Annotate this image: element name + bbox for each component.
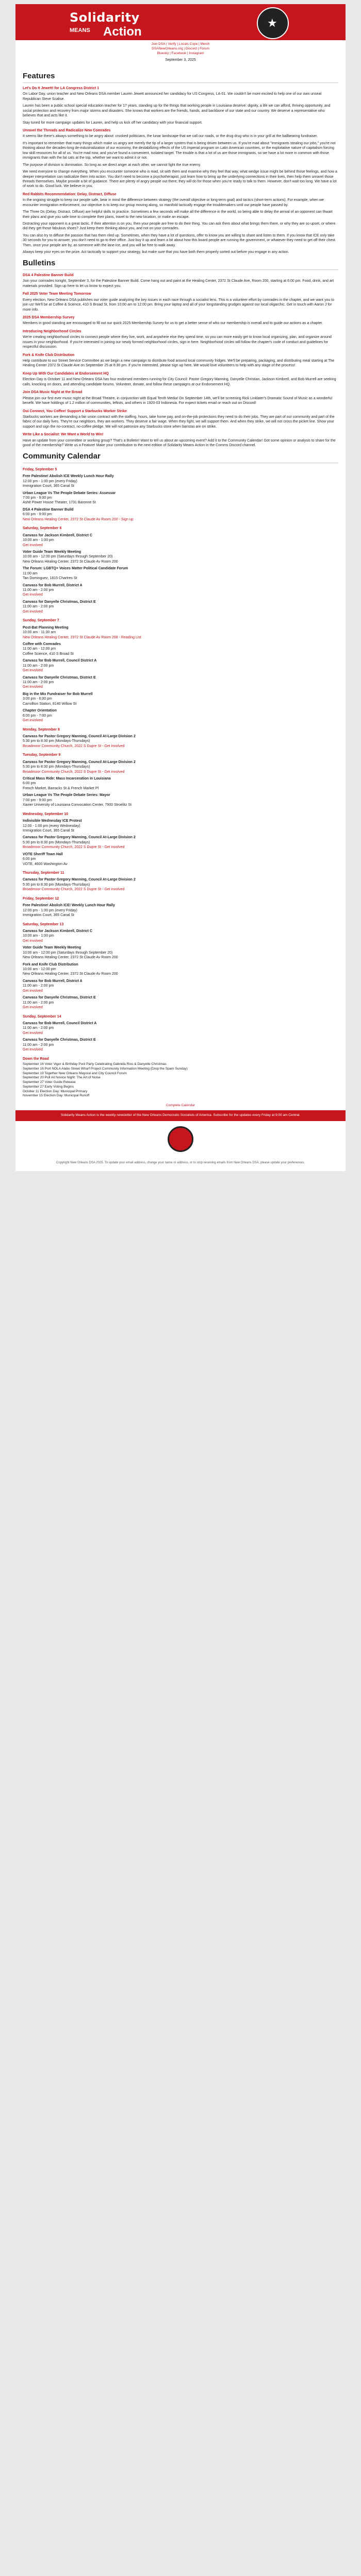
dsa-rose-logo-icon — [257, 7, 289, 39]
bulletin-body: Election Day is October 11 and New Orleans DSA has four endorsed members running for City Council: Pastor Gregory Manning, Danyelle Christian, Jackson Kimbrell, and Bob Murrell are seeking calls, knocking on doors, and attending candidate forums. Volunteer, donate, and follow these campaigns at our Endorsement HQ. — [23, 378, 336, 386]
dsa-logo-icon — [168, 1126, 193, 1152]
event-title: Canvass for Jackson Kimbrell, District C — [23, 929, 92, 933]
calendar-day: Friday, September 5 — [23, 467, 57, 471]
event-title: Coffee with Comrades — [23, 642, 61, 646]
event-detail: Immigration Court, 365 Canal St — [23, 484, 74, 488]
event-detail: 5:30 pm to 8:30 pm (Mondays-Thursdays) — [23, 765, 90, 769]
event-detail: 10:00 am - 11:30 am — [23, 631, 56, 635]
logo-means: MEANS — [70, 27, 90, 33]
event-title: Canvass for Jackson Kimbrell, District C — [23, 533, 92, 537]
bulletins-heading: Bulletins — [23, 258, 338, 270]
bulletin-title[interactable]: Introducing Neighborhood Circles — [23, 329, 81, 333]
event-title: Canvass for Pastor Gregory Manning, Council At-Large Division 2 — [23, 878, 136, 882]
event-detail: 11:00 am - 2:00 pm — [23, 605, 54, 609]
header-links-row3[interactable]: Bluesky | Facebook | Instagram — [157, 51, 204, 55]
down-the-road-item[interactable]: November 15 Election Day: Municipal Runoff — [23, 1094, 90, 1098]
event-detail[interactable]: Broadmoor Community Church, 2022 S Dupre St - Get involved — [23, 744, 125, 748]
event-detail[interactable]: New Orleans Healing Center, 2372 St Claude Av Room 208 - Reading List — [23, 635, 141, 639]
event-title: Canvass for Pastor Gregory Manning, Council At-Large Division 2 — [23, 760, 136, 764]
down-the-road-item[interactable]: September 16 Voter Vigor & Birthday Pool Party Celebrating Gabriela Rios & Danyelle Christmas — [23, 1062, 167, 1066]
event-title: Canvass for Danyelle Christmas, District E — [23, 996, 96, 1000]
event-detail: 10:00 am - 1:00 pm — [23, 538, 54, 543]
bulletin-body: Help contribute to our Street Service Committee as we begin a new campaign to distribute food around local community fridges. We'll be preparing, packaging, and distributing meal starting at The Healing Center 2372 St Claude Ave on September 25 at 6:30 pm. If you're interested, please sign up here. We would love volunteers to help with any stage of the process! — [23, 359, 335, 368]
down-the-road-list — [23, 1062, 338, 1098]
event-detail[interactable]: Get involved — [23, 1006, 43, 1010]
event-detail[interactable]: Broadmoor Community Church, 2022 S Dupre St - Get involved — [23, 770, 125, 774]
event-title: Canvass for Danyelle Christmas, District E — [23, 1038, 96, 1042]
event-detail: Coffee Science, 410 S Broad St — [23, 652, 74, 656]
event-title: Canvass for Danyelle Christmas, District E — [23, 600, 96, 604]
bulletin-title[interactable]: 2025 DSA Membership Survey — [23, 315, 75, 319]
event-detail: 3:00 pm - 6:00 pm — [23, 697, 52, 701]
event-detail: New Orleans Healing Center, 2372 St Claude Av Room 200 — [23, 972, 118, 976]
event-detail[interactable]: Get involved — [23, 543, 43, 547]
event-detail[interactable]: Broadmoor Community Church, 2022 S Dupre St - Get involved — [23, 845, 125, 850]
event-detail[interactable]: Get involved — [23, 939, 43, 943]
feature-paragraph: On Labor Day, union teacher and New Orleans DSA member Lauren Jewett announced her candidacy for US Congress, LA-01. We couldn't be more excited to help one of our own unseat Republican Steve Scalise. — [23, 92, 322, 101]
header-banner — [15, 4, 346, 40]
calendar-heading: Community Calendar — [23, 451, 338, 463]
event-detail[interactable]: Get involved — [23, 593, 43, 597]
event-detail[interactable]: Get involved — [23, 669, 43, 673]
complete-calendar-link[interactable]: Complete Calendar — [166, 1104, 195, 1108]
bulletin-title[interactable]: DSA 4 Palestine Banner Build — [23, 273, 74, 277]
event-detail: 7:00 pm - 9:00 pm — [23, 496, 52, 500]
logo-action: Action — [103, 25, 142, 39]
bulletin-title[interactable]: Fall 2025 Voter Team Meeting Tomorrow — [23, 292, 91, 296]
event-detail: New Orleans Healing Center, 2372 St Claude Av Room 200 — [23, 956, 118, 960]
event-detail: Carrollton Station, 8140 Willow St — [23, 702, 77, 706]
event-detail: 11:00 am - 2:00 pm — [23, 984, 54, 988]
event-title: Free Palestine! Abolish ICE! Weekly Lunch Hour Rally — [23, 904, 115, 908]
event-detail: Xavier University of Louisiana Convocation Center, 7900 Stroelitz St — [23, 803, 132, 807]
event-title: Canvass for Bob Murrell, District A — [23, 979, 83, 983]
event-detail: 10:00 am - 12:00 pm — [23, 968, 56, 972]
calendar-day: Sunday, September 14 — [23, 1014, 61, 1019]
calendar-day: Wednesday, September 10 — [23, 812, 69, 816]
event-detail: Tan Dominguez, 1815 Chartres St — [23, 577, 77, 581]
event-detail: 11:00 am - 2:00 pm — [23, 1026, 54, 1030]
down-the-road-heading: Down the Road — [23, 1057, 49, 1061]
event-detail: 10:00 am - 12:00 pm (Saturdays through September 20) — [23, 555, 113, 559]
bulletin-body: Every election, New Orleans DSA publishes our voter guide analyzing the key issues in each race through a socialist lens. This is a volunteer effort by comrades in the chapter, and we want you to join us! We'll be at Coffee & Science, 410 S Broad St, from 10:00 am to 12:00 pm. Bring your laptop and all of your longstanding grudges against our local oligarchic. Get in touch with Aaron J for more info. — [23, 298, 335, 312]
event-detail: 7:00 pm - 9:00 pm — [23, 798, 52, 802]
bulletins-section — [15, 258, 346, 448]
event-title: Canvass for Pastor Gregory Manning, Council At-Large Division 2 — [23, 836, 136, 840]
event-detail: Immigration Court, 365 Canal St — [23, 913, 74, 918]
footer-logo — [15, 1121, 346, 1159]
feature-paragraph: You can also try to diffuse the passion that has them riled up. Sometimes, when they have a lot of questions, offer to know you are willing to share and listen to them. If you know that ICE only take 30 seconds for you to answer, you don't need to go to their office. Just buy it up and learn a bit about how this board people are running the government, or whatever they need to get off their chest. Then, once your people are by, as someone with the lane-ice, and you will be free to walk away. — [23, 233, 336, 247]
event-title: Canvass for Danyelle Christmas, District E — [23, 675, 96, 680]
event-title: Indivisible Wednesday ICE Protest — [23, 819, 82, 823]
bulletin-body: Members in good standing are encouraged to fill out our quick 2025 Membership Survey for us to get a better sense of who our membership is overall and to guide our actions as a chapter. — [23, 321, 323, 326]
bulletin-title[interactable]: Write Like a Socialist: We Want a World to Win! — [23, 433, 104, 437]
bulletin-body: Join your comrades tonight, September 3, for the Palestine Banner Build. Come hang out and paint at the Healing Center, 2372 St Claude Ave, Room 200, starting at 6:00 pm. Food, drink, and art materials provided. Sign up here to let us know to expect you. — [23, 279, 334, 288]
event-detail: New Orleans Healing Center, 2372 St Claude Av Room 200 — [23, 560, 118, 564]
feature-paragraph: In the ongoing struggle to keep our people safe, bear in mind the difference between strategy (the overall objective or long-term goal) and tactics (short-term actions). For example, when we encounter immigration enforcement, our objective is to keep our group moving along, so manifold tactically engage the troublemakers until our people have passed by. — [23, 198, 324, 207]
event-title: Fork and Knife Club Distribution — [23, 962, 78, 967]
bulletins-list — [23, 273, 338, 448]
feature-paragraph: The Three Ds (Delay, Distract, Diffuse) are helpful skills to practice. Sometimes a few seconds will make all the difference in the world, so being able to delay the arrival of an opponent can thwart their plans and give you safe time to complete their plans, travel to the new location, or make an escape. — [23, 210, 333, 219]
event-detail: 11:00 am - 2:00 pm — [23, 664, 54, 668]
feature-title[interactable]: Unravel the Threads and Radicalize New Comrades — [23, 129, 111, 133]
features-list — [23, 86, 338, 255]
feature-title[interactable]: Let's Do It Jewett! for LA Congress District 1 — [23, 86, 100, 90]
event-title: Big in the Mix Fundraiser for Bob Murrell — [23, 692, 93, 696]
bulletin-body: We're creating neighborhood circles to connect people where they live, work, and anywhere else they spend time, so you can more easily get to know local organizing, plan, and organize around issues in your neighborhood. If you're interested in joining our newly formed neighborhood circles, sign in here. Neighborhood circles will follow the chapter's code of conduct and guidelines for respectful discussion. — [23, 335, 332, 349]
feature-paragraph: Distracting your opponent is a great tactic. If their attention is on you, then your people are free to do their thing. You can ask them about what brings them there, or why they are so upset, or where did they get those fabulous shoes? Just keep them thinking about you, and not on your comrades. — [23, 222, 336, 231]
event-title: VOTE Sheriff Town Hall — [23, 852, 63, 856]
event-detail[interactable]: Broadmoor Community Church, 2022 S Dupre St - Get involved — [23, 888, 125, 892]
calendar-day: Sunday, September 7 — [23, 619, 59, 623]
event-detail: 11:00 am - 2:00 pm — [23, 681, 54, 685]
down-the-road-item[interactable]: September 27 Voter Guide Release — [23, 1080, 76, 1084]
event-title: Post-Bat Planning Meeting — [23, 625, 69, 630]
event-title: Canvass for Pastor Gregory Manning, Council At-Large Division 2 — [23, 734, 136, 738]
feature-paragraph: It's important to remember that many things which make us angry are merely the tip of a larger system that is being driven between us. If you're mad about "immigrants stealing our jobs," you're not thinking about the decades-long de-industrialization of our economy, the destabilizing effects of the US imperial program on Latin American countries, or the exploitative nature of capitalism forcing low skill resources for all of us. You're mad now, and you've found a convenient, isolated target. The trouble is that a lot of us are those immigrants, so we have a lot more in common with those immigrants than with the fat cats at the top, whether we want to admit it or not. — [23, 141, 336, 160]
event-detail: 10:00 am - 12:00 pm (Saturdays through September 20) — [23, 951, 113, 955]
feature-paragraph: Lauren has been a public school special education teacher for 17 years, standing up for the things that working people in Louisiana deserve: dignity, a life we can afford, thriving opportunity, and social protection and recovery from major storms and disasters. She knows that workers are the friends, hands, and backbone of our state and our country. We deserve a representative who believes that and acts like it. — [23, 104, 331, 118]
event-detail: 5:30 pm to 8:30 pm (Mondays-Thursdays) — [23, 883, 90, 887]
event-title: Canvass for Bob Murrell, Council District A — [23, 1021, 97, 1025]
event-detail: 12:00 pm - 1:00 pm (every Friday) — [23, 908, 77, 912]
issue-date: September 3, 2025 — [165, 58, 196, 62]
down-the-road-item[interactable]: September 27 Early Voting Begins — [23, 1084, 74, 1089]
event-detail: 12:00 - 1:00 pm (every Wednesday) — [23, 824, 80, 828]
calendar-section — [15, 451, 346, 1099]
event-detail[interactable]: Get involved — [23, 989, 43, 993]
bulletin-title[interactable]: Fork & Knife Club Distribution — [23, 353, 75, 357]
footer-blurb: Solidarity Means Action is the weekly newsletter of the New Orleans Democratic Socialists of America. Subscribe for the updates every Friday at 9:00 am Central. — [15, 1110, 346, 1121]
header-links-row2[interactable]: DSANewOrleans.org | Discord | Forum — [152, 46, 209, 50]
down-the-road-item[interactable]: October 11 Election Day: Municipal Primary — [23, 1089, 88, 1093]
event-detail: 11:00 am - 2:00 pm — [23, 588, 54, 592]
event-detail: French Market, Barracks St & French Market Pl — [23, 786, 99, 790]
event-title: Urban League Vs The People Debate Series: Assessor — [23, 491, 116, 495]
event-detail: 5:30 pm to 8:30 pm (Mondays-Thursdays) — [23, 739, 90, 743]
event-detail: 6:00 pm - 7:00 pm — [23, 714, 52, 718]
event-title: Canvass for Bob Murrell, District A — [23, 583, 83, 587]
top-strip — [0, 0, 361, 4]
features-heading: Features — [23, 71, 338, 83]
event-detail[interactable]: New Orleans Healing Center, 2372 St Claude Av Room 200 - Sign up — [23, 517, 134, 521]
event-detail: 10:00 am - 1:00 pm — [23, 934, 54, 938]
event-detail: 6:00 pm — [23, 857, 36, 861]
feature-paragraph: It seems like there's always something to be angry about: crooked politicians, the lunar landscape that we call our roads, or the drug drug who is in your grill at the ballbearing fundraiser. — [23, 134, 318, 139]
logo-solidarity: Solidarity — [70, 10, 140, 25]
event-detail: Ashé Power House Theater, 1731 Baronne St — [23, 501, 96, 505]
features-section — [15, 71, 346, 255]
event-detail[interactable]: Get involved — [23, 719, 43, 723]
feature-title[interactable]: Red Rabbits Recommendation: Delay, Distract, Diffuse — [23, 192, 117, 196]
feature-paragraph: Always keep your eyes on the prize. Act tactically to support your strategy, but make sure that you have both them properly sorted out before you engage in any action. — [23, 250, 289, 255]
event-title: Critical Mass Ride: Mass Incarceration in Louisiana — [23, 777, 111, 781]
calendar-day: Thursday, September 11 — [23, 871, 64, 875]
event-detail[interactable]: Get involved — [23, 1031, 43, 1035]
feature-paragraph: Stay tuned for more campaign updates for Lauren, and help us kick off her candidacy with your financial support. — [23, 121, 203, 125]
bulletin-body: Starbucks workers are demanding a fair union contract with the staffing, hours, take home pay, and on-the-job protections they need to do their jobs. They are part of our community and part of the fabric of our daily lives. They're our neighbors, they are workers. They deserve a fair wage. When they fight, we will support them. And when they strike, we will not cross the picket line. Show your support and sign the no-contract, no-coffee pledge. We will not patronize any Starbucks store when baristas are on strike. — [23, 415, 335, 429]
bulletin-title[interactable]: Join DSA Music Night at the Broad — [23, 391, 83, 395]
feature-paragraph: The purpose of division is domination. So long as we direct anger at each other, we cannot fight the true enemy. — [23, 163, 201, 167]
down-the-road-item[interactable]: September 19 Together New Orleans Mayoral and City Council Forum — [23, 1071, 127, 1075]
event-title: The Forum: LGBTQ+ Voices Matter Political Candidate Forum — [23, 567, 128, 571]
event-title: Canvass for Bob Murrell, Council District A — [23, 659, 97, 663]
event-title: Urban League Vs The People Debate Series: Mayor — [23, 793, 110, 798]
header-links-row1[interactable]: Join DSA | Verify | Locals Cope | Merch — [151, 42, 210, 46]
event-title: Voter Guide Team Weekly Meeting — [23, 550, 81, 554]
calendar-day: Monday, September 8 — [23, 727, 60, 732]
event-detail[interactable]: Get involved — [23, 1048, 43, 1052]
event-detail: 11:00 am — [23, 571, 38, 575]
event-title: Chapter Orientation — [23, 709, 57, 713]
bulletin-body: Please join our first ever music night at the Broad Theatre, in conjunction with Equal Tenth Media! On September 14th, we'll be screening Rick Linklater's Dramatic Sound of Music as a wonderful benefit. We have holdings of 1.2 million of communities, leftists, and others in 1920-03 Indonesia. For expect tickets email or reach out on Discord! — [23, 396, 333, 405]
event-detail[interactable]: Get involved — [23, 685, 43, 689]
calendar-list — [23, 467, 338, 1053]
event-detail: 11:00 am - 12:00 pm — [23, 647, 56, 651]
event-detail: 6:00 pm - 9:00 pm — [23, 513, 52, 517]
footer-note: Copyright New Orleans DSA 2025. To update your email address, change your name or address, or to stop receiving emails from New Orleans DSA, please update your preferences. — [56, 1161, 305, 1165]
event-title: Free Palestine! Abolish ICE Weekly Lunch Hour Rally — [23, 474, 114, 479]
event-detail: 11:00 am - 2:00 pm — [23, 1001, 54, 1005]
event-detail: 12:00 pm - 1:00 pm (every Friday) — [23, 479, 77, 483]
header-links[interactable] — [15, 40, 346, 56]
event-detail: 5:30 pm to 8:30 pm (Mondays-Thursdays) — [23, 840, 90, 844]
bulletin-body: Have an update from your committee or working group? That's a Bulletin! Want to tell us about an upcoming event? Add it to the Community Calendar! Got some opinion or analysis to share for the good of the membership? Write us a Feature! Make your contribution to the next edition of Solidarity Means Action in the Comms Discord channel. — [23, 438, 336, 448]
event-detail: 6:00 pm — [23, 782, 36, 786]
bulletin-title[interactable]: Oui Connect, You Coffee! Support a Starbucks Worker Strike — [23, 409, 127, 413]
calendar-day: Friday, September 12 — [23, 896, 59, 901]
newsletter — [15, 4, 346, 1171]
calendar-day: Tuesday, September 9 — [23, 753, 61, 757]
event-detail: 11:00 am - 2:00 pm — [23, 1043, 54, 1047]
down-the-road-item[interactable]: September 16 Port NOLA Alabo Street Wharf Project Community Information Meeting (Drop the Spam Sunday) — [23, 1066, 188, 1071]
event-detail: VOTE, 4600 Washington Av — [23, 862, 68, 866]
event-detail[interactable]: Get involved — [23, 609, 43, 614]
event-title: Voter Guide Team Weekly Meeting — [23, 946, 81, 950]
event-title: DSA 4 Palestine Banner Build — [23, 507, 74, 512]
event-detail: Immigration Court, 365 Canal St — [23, 828, 74, 833]
bulletin-title[interactable]: Keep Up With Our Candidates at Endorsement HQ — [23, 371, 109, 376]
down-the-road-item[interactable]: September 20 Poll All Novice Night: The Art of Noise — [23, 1076, 101, 1080]
feature-paragraph: We need everyone to change everything. When you encounter someone who is mad, sit with them and examine why they feel that way, what wedge issue might be behind those feelings, and how a deeper interpretation can radicalize them into action. You don't need to become a psychotherapist, just learn how to bring up the underlying connections in their lives, then help them unravel those threads themselves. Maybe provide a bit of guidance. There are plenty of angry people out there; they will do for those when you're ready to talk to them. However, don't wait too long. We have a lot of work to do. Good luck. We believe in you. — [23, 170, 337, 189]
calendar-day: Saturday, September 6 — [23, 527, 62, 531]
calendar-day: Saturday, September 13 — [23, 922, 64, 926]
